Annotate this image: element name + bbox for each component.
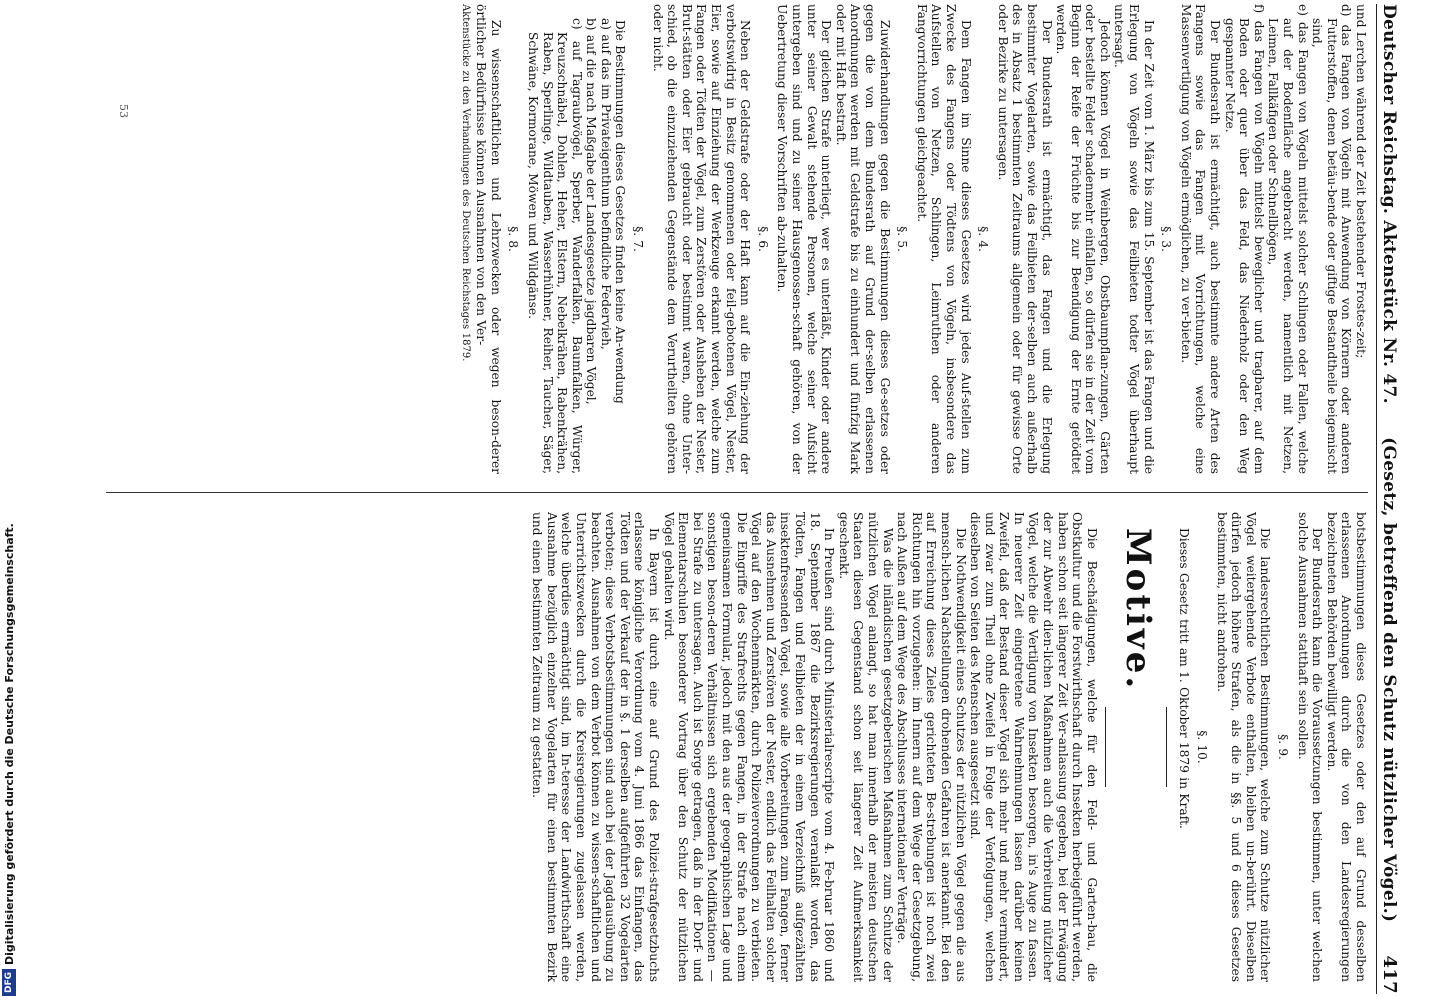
header-center: (Gesetz, betreffend den Schutz nützlicher Vögel.) [1378,437,1399,923]
paragraph: und Lerchen während der Zeit bestehender Frostes-zeit; [1354,4,1368,359]
section-heading: §. 3. [1159,226,1174,252]
paragraph: Der Bundesrath ist ermächtigt, das Fangen und die Erlegung bestimmter Vogelarten, sowie das Feilbieten der-selben auch außerhalb des in Absatz 1 bestimmten Zeitraums allgemein oder für gewisse Orte oder Bezirke zu untersagen. [995,4,1054,474]
section-rule [1166,707,1167,787]
paragraph: Neben der Geldstrafe oder der Haft kann auf die Ein-ziehung der verbotswidrig in Besitz genommenen oder feil-gebotenen Vögel, Nester, Eier, sowie auf Einziehung der Werkzeuge erkannt werden, welche zum Fangen oder Tödten der Vögel, zum Zerstören oder Ausheben der Nester, Brut-stätten oder Eier gebraucht oder bestimmt waren, ohne Unter-schied, ob die einzuziehenden Gegenstände dem Verurtheilten gehören oder nicht. [650,4,753,474]
page-footnote: Aktenstücke zu den Verhandlungen des Deutschen Reichstages 1879. [459,4,471,362]
paragraph: In der Zeit vom 1. März bis zum 15. September ist das Fangen und die Erlegung von Vögeln sowie das Feilbieten todter Vögel überhaupt untersagt. [1112,4,1156,474]
credit-text: Digitalisierung gefördert durch die Deutsche Forschungsgemeinschaft. [2,523,16,965]
paragraph: Die Beschädigungen, welche für den Feld- und Garten-bau, die Obstkultur und die Forstwirthschaft durch Insekten herbeigeführt werden, haben schon seit längerer Zeit Ver-anlassung gegeben, bei der Erwägung der zur Abwehr dien-lichen Maßnahmen auch die Verbreitung nützlicher Vögel, welche die Vertilgung von Insekten besorgen, in's Auge zu fassen. In neuerer Zeit eingetretene Wahrnehmungen lassen darüber keinen Zweifel, daß der Bestand dieser Vögel sich mehr und mehr vermindert, und zwar zum Theil ohne Zweifel in Folge der Verfolgungen, welchen dieselben von Seiten des Menschen ausgesetzt sind. [968,512,1099,982]
paragraph: Jedoch können Vögel in Weinbergen, Obstbaumpflan-zungen, Gärten oder bestellte Felder schadenmehr einfallen, so dürfen sie in der Zeit vom Beginn der Reife der Früchte bis zur Beendigung der Ernte getödtet werden. [1054,4,1112,474]
paragraph: Der gleichen Strafe unterliegt, wer es unterläßt, Kinder oder andere unter seiner Gewalt stehende Personen, welche seiner Aufsicht untergeben sind und zu seiner Hausgenossen-schaft gehören, von der Uebertretung dieser Vorschriften ab-zuhalten. [775,4,834,474]
section-heading: §. 7. [631,226,646,252]
scanned-page [90,4,1416,994]
list-item: c) auf Tagraubvögel, Sperber, Wanderfalken, Baumfalken, Würger, Kreuzschnäbel, Dohlen, Heher, Elstern, Nebelkrähen, Rabenkrähen, Raben, Sperlinge, Wildtauben, Wasserhühner, Reiher, Taucher, Säger, Schwäne, Kormorane, Möwen und Wildgänse. [525,18,584,474]
section-heading: §. 5. [895,226,910,252]
header-page-number: 417 [1378,955,1400,994]
paragraph: Dem Fangen im Sinne dieses Gesetzes wird jedes Auf-stellen zum Zwecke des Fangens oder Tödtens von Vögeln, insbesondere das Aufstellen von Netzen, Schlingen, Leimruthen oder anderen Fangvorrichtungen gleichgeachtet. [914,4,973,474]
paragraph: In Preußen sind durch Ministerialrescripte vom 4. Fe-bruar 1860 und 18. September 1867 die Bezirksregierungen veranlaßt worden, das Tödten, Fangen und Feilbieten der in einem Verzeichniß aufgezählten insektenfressenden Vögel, sowie alle Vorbereitungen zum Fangen, ferner das Ausnehmen und Zerstören der Nester, endlich das Feilhalten solcher Vögel auf den Wochenmärkten, durch Polizeiverordnungen zu verbieten. Die Eingriffe des Strafrechts gegen Fangen, in der Strafe nach einem gemeinsamen Formular, jedoch mit den aus der geographischen Lage und sonstigen beson-deren Verhältnissen sich ergebenden Modifikationen — bei Strafe zu untersagen. Auch ist Sorge getragen, daß in der Dorf- und Elementarschulen besonderer Vortrag über den Schutz der nützlichen Vögel gehalten wird. [661,512,837,982]
paragraph: Zuwiderhandlungen gegen die Bestimmungen dieses Ge-setzes oder gegen die von dem Bundesrath auf Grund der-selben erlassenen Anordnungen werden mit Geldstrafe bis zu einhundert und fünfzig Mark oder mit Haft bestraft. [833,4,892,474]
header-left: Deutscher Reichstag. Aktenstück Nr. 47. [1378,4,1399,404]
section-heading: §. 9. [1276,734,1291,760]
left-column [100,4,1368,474]
paragraph: Zu wissenschaftlichen und Lehrzwecken oder wegen beson-derer örtlicher Bedürfnisse können Ausnahmen von den Ver- [474,4,503,474]
digitization-credit [2,523,16,996]
list-item: b) auf die nach Maßgabe der Landesgesetze jagdbaren Vögel, [584,18,599,405]
column-divider [106,492,1368,493]
dfg-logo-icon: DFG [2,969,16,996]
paragraph: Der Bundesrath kann die Voraussetzungen bestimmen, unter welchen solche Ausnahmen statthaft sein sollen. [1295,512,1325,982]
section-heading: §. 10. [1195,730,1210,764]
section-heading: §. 8. [506,226,521,252]
page-header [1376,4,1416,994]
paragraph: In Bayern ist durch eine auf Grund des Polizei-strafgesetzbuchs erlassene königliche Verordnung vom 4. Juni 1866 das Einfangen, das Tödten und der Verkauf der in §. 1 derselben aufgeführten 32 Vogelarten verboten; diese Verbotsbestimmungen sind auch bei der Jagdausübung zu beachten. Ausnahmen von dem Verbot können zu wissen-schaftlichen und Unterrichtszwecken durch die Kreisregierungen zugelassen werden, welche überdies ermächtigt sind, im In-teresse der Landwirthschaft eine Ausnahme bezüglich einzelner Vogelarten für einen bestimmten Bezirk und einen bestimmten Zeitraum zu gestatten. [530,512,662,982]
paragraph: Die Nothwendigkeit eines Schutzes der nützlichen Vögel gegen die aus mensch-lichen Nachstellungen drohenden Gefahren ist anerkannt. Bei den auf Erreichung dieses Zieles gerichteten Be-strebungen ist noch zwei Richtungen hin vorzugehen: im Innern auf dem Wege der Gesetzgebung, nach Außen auf dem Wege des Abschlusses internationaler Verträge. [895,512,968,982]
list-item: e) das Fangen von Vögeln mittelst solcher Schlingen oder Fallen, welche auf der Bodenfläche angebracht werden, namentlich mit Netzen, Leimen, Fallkäfigen oder Schnellbögen, [1266,4,1310,474]
motive-title: Motive. [1117,528,1158,692]
paragraph: Was die inländischen gesetzgeberischen Maßnahmen zum Schutze der nützlichen Vögel anlangt, so hat man innerhalb der meisten deutschen Staaten diesen Gegenstand schon seit längerer Zeit Aufmerksamkeit geschenkt. [836,512,895,982]
list-item: a) auf das im Privateigenthum befindliche Federvieh, [598,18,613,350]
paragraph: Dieses Gesetz tritt am 1. Oktober 1879 in Kraft. [1177,528,1192,829]
paragraph: Der Bundesrath ist ermächtigt, auch bestimmte andere Arten des Fangens sowie das Fangen mit Vorrichtungen, welche eine Massenvertilgung von Vögeln ermöglichen, zu ver-bieten. [1178,4,1223,474]
section-heading: §. 4. [976,226,991,252]
list-item: d) das Fangen von Vögeln mit Anwendung von Körnern oder anderen Futterstoffen, denen betäu-bende oder giftige Bestandtheile beigemischt sind, [1310,4,1354,474]
page-foot-mark: 53 [117,104,130,118]
right-column [100,512,1368,982]
paragraph: Die Bestimmungen dieses Gesetzes finden keine An-wendung [613,20,628,404]
paragraph: botsbestimmungen dieses Gesetzes oder den auf Grund desselben erlassenen Anordnungen durch die von den Landesregierungen bezeichneten Behörden bewilligt werden. [1324,512,1368,982]
list-item: f) das Fangen von Vögeln mittelst beweglicher und tragbarer, auf dem Boden oder quer über das Feld, das Niederholz oder den Weg gespannter Netze. [1222,4,1266,474]
section-rule [1105,707,1106,787]
section-heading: §. 6. [755,226,770,252]
paragraph: Die landesrechtlichen Bestimmungen, welche zum Schutze nützlicher Vögel weitergehende Verbote enthalten, bleiben un-berührt. Dieselben dürfen jedoch höhere Strafen, als die in §§. 5 und 6 dieses Gesetzes bestimmten, nicht androhen. [1214,512,1273,982]
